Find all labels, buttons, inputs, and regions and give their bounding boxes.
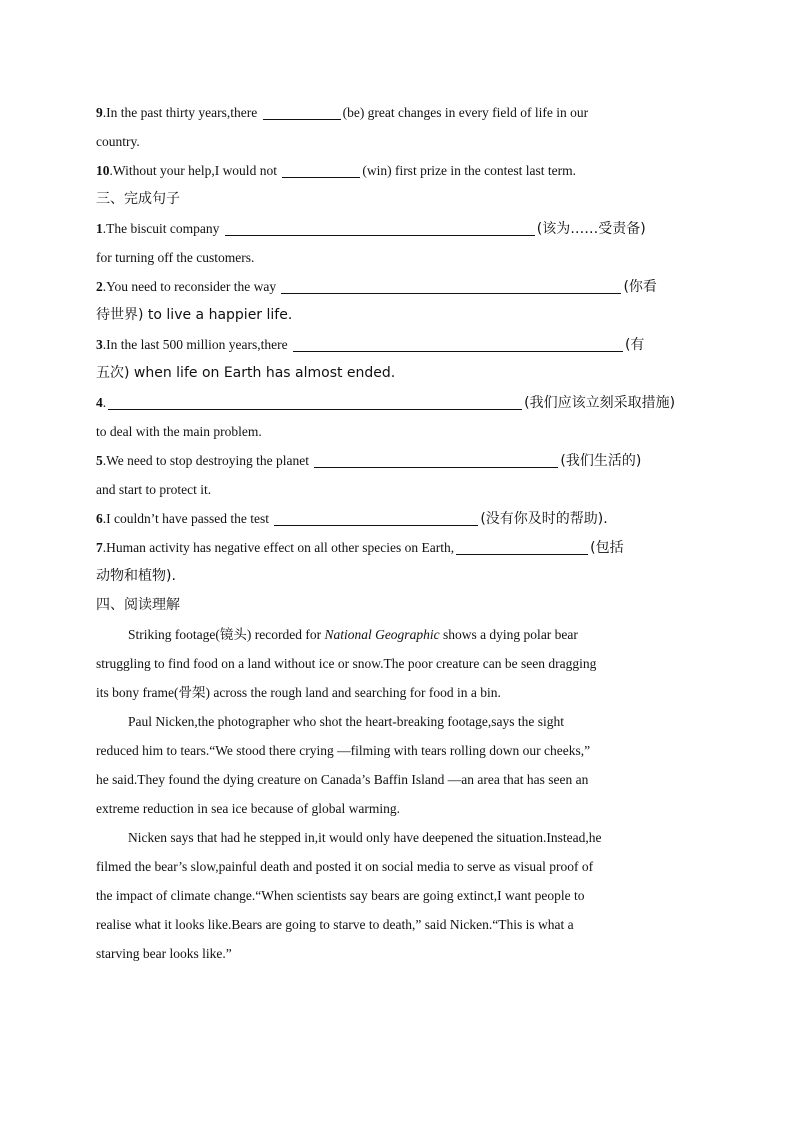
question-text: (win) first prize in the contest last term. xyxy=(362,163,577,178)
question-number: 5 xyxy=(96,453,103,468)
answer-blank[interactable] xyxy=(274,510,478,526)
passage-p3-line-1: Nicken says that had he stepped in,it would only have deepened the situation.Instead,he xyxy=(128,830,602,845)
s3-question-4-line-1 xyxy=(96,388,696,417)
chinese-hint: (我们应该立刻采取措施) xyxy=(524,395,676,411)
s3-question-3-line-2 xyxy=(96,359,696,388)
passage-p1-line-3: its bony frame(骨架) across the rough land and searching for food in a bin. xyxy=(96,685,501,700)
s3-question-1-line-1 xyxy=(96,214,696,243)
passage-text: Striking footage(镜头) recorded for xyxy=(128,627,325,642)
question-number: 7 xyxy=(96,540,103,555)
section-3-title: 三、完成句子 xyxy=(96,191,180,207)
s3-question-5-line-1 xyxy=(96,446,696,475)
passage-p2-line-1: Paul Nicken,the photographer who shot the heart-breaking footage,says the sight xyxy=(128,714,565,729)
question-number: 10 xyxy=(96,163,110,178)
question-number: 4 xyxy=(96,395,103,410)
question-number: 2 xyxy=(96,279,103,294)
passage-p1-line-2: struggling to find food on a land without ice or snow.The poor creature can be seen dragging xyxy=(96,656,597,671)
chinese-hint: (你看 xyxy=(623,279,657,295)
chinese-hint: (没有你及时的帮助). xyxy=(480,511,608,527)
question-9-line-2 xyxy=(96,127,696,156)
answer-blank[interactable] xyxy=(293,336,623,352)
question-text: .Human activity has negative effect on all other species on Earth, xyxy=(102,540,455,555)
answer-blank[interactable] xyxy=(108,394,522,410)
answer-blank[interactable] xyxy=(281,278,621,294)
question-text: 待世界) to live a happier life. xyxy=(96,307,293,323)
answer-blank[interactable] xyxy=(263,104,341,120)
s3-question-1-line-2 xyxy=(96,243,696,272)
passage-p2-line-2: reduced him to tears.“We stood there crying —filming with tears rolling down our cheeks,” xyxy=(96,743,591,758)
s3-question-7-line-2 xyxy=(96,562,696,591)
question-text: .I couldn’t have passed the test xyxy=(102,511,269,526)
chinese-hint: (包括 xyxy=(590,540,624,556)
s3-question-2-line-2 xyxy=(96,301,696,330)
passage-p3-line-2: filmed the bear’s slow,painful death and posted it on social media to serve as visual proof of xyxy=(96,859,594,874)
question-text: .The biscuit company xyxy=(102,221,220,236)
s3-question-3-line-1 xyxy=(96,330,696,359)
s3-question-6-line xyxy=(96,504,696,533)
passage-p1-line-1 xyxy=(96,620,696,649)
question-text: . xyxy=(102,395,107,410)
passage-text: shows a dying polar bear xyxy=(439,627,578,642)
answer-blank[interactable] xyxy=(225,220,535,236)
answer-blank[interactable] xyxy=(456,539,588,555)
question-text: country. xyxy=(96,134,140,149)
question-number: 9 xyxy=(96,105,103,120)
passage-p3-line-5: starving bear looks like.” xyxy=(96,946,232,961)
passage-p2-line-4: extreme reduction in sea ice because of global warming. xyxy=(96,801,401,816)
chinese-hint: (该为……受责备) xyxy=(536,221,646,237)
question-text: .In the last 500 million years,there xyxy=(102,337,288,352)
question-text: .We need to stop destroying the planet xyxy=(102,453,309,468)
s3-question-7-line-1 xyxy=(96,533,696,562)
question-text: .You need to reconsider the way xyxy=(102,279,277,294)
question-10-line xyxy=(96,156,696,185)
passage-p3-line-3: the impact of climate change.“When scientists say bears are going extinct,I want people to xyxy=(96,888,585,903)
question-number: 6 xyxy=(96,511,103,526)
question-text: .In the past thirty years,there xyxy=(102,105,258,120)
chinese-hint: (我们生活的) xyxy=(560,453,642,469)
question-text: and start to protect it. xyxy=(96,482,212,497)
question-text: (be) great changes in every field of life in our xyxy=(342,105,589,120)
question-text: for turning off the customers. xyxy=(96,250,255,265)
chinese-hint: (有 xyxy=(624,337,645,353)
answer-blank[interactable] xyxy=(314,452,558,468)
question-text: 动物和植物). xyxy=(96,568,176,584)
question-number: 3 xyxy=(96,337,103,352)
s3-question-2-line-1 xyxy=(96,272,696,301)
answer-blank[interactable] xyxy=(282,162,360,178)
passage-p2-line-3: he said.They found the dying creature on Canada’s Baffin Island —an area that has seen an xyxy=(96,772,589,787)
question-text: to deal with the main problem. xyxy=(96,424,262,439)
s3-question-5-line-2 xyxy=(96,475,696,504)
question-text: 五次) when life on Earth has almost ended. xyxy=(96,365,396,381)
question-number: 1 xyxy=(96,221,103,236)
passage-p3-line-4: realise what it looks like.Bears are going to starve to death,” said Nicken.“This is what a xyxy=(96,917,574,932)
question-text: .Without your help,I would not xyxy=(109,163,277,178)
s3-question-4-line-2 xyxy=(96,417,696,446)
section-4-title: 四、阅读理解 xyxy=(96,597,180,613)
question-9-line-1 xyxy=(96,98,696,127)
publication-name: National Geographic xyxy=(324,627,440,642)
worksheet-page xyxy=(96,98,696,968)
